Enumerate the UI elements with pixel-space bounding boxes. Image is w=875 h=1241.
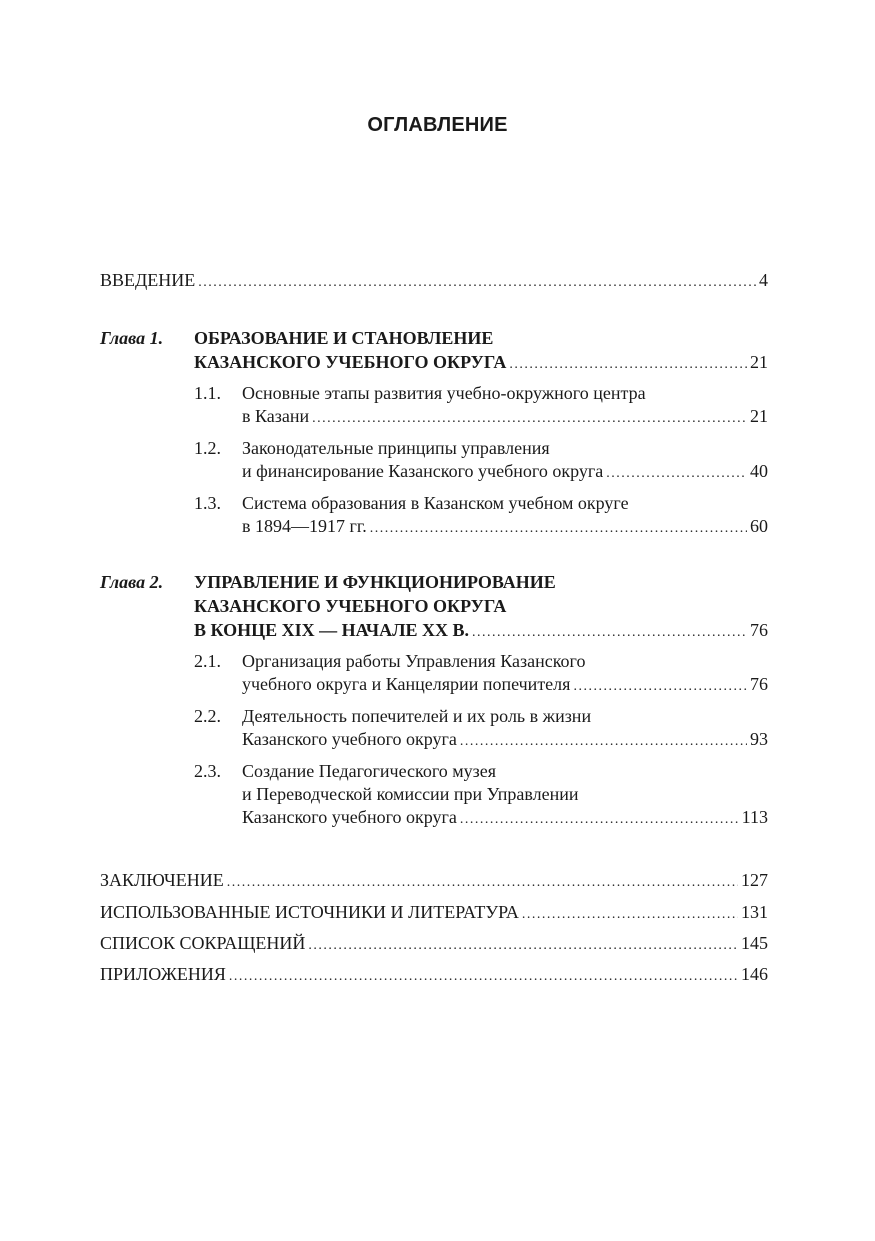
- chapter-label: Глава 1.: [100, 328, 164, 348]
- toc-entry-chapter-2[interactable]: [194, 618, 768, 642]
- section-number: 2.1.: [194, 651, 221, 671]
- section-title-line: Казанского учебного округа: [242, 729, 457, 749]
- chapter-title-line: КАЗАНСКОГО УЧЕБНОГО ОКРУГА: [194, 352, 507, 372]
- section-title-line: учебного округа и Канцелярии попечителя: [242, 674, 571, 694]
- toc-entry-section-2-2[interactable]: [242, 727, 768, 751]
- page-title: ОГЛАВЛЕНИЕ: [367, 114, 508, 136]
- toc-page-number: 127: [741, 870, 768, 890]
- toc-entry-section-1-3[interactable]: [242, 514, 768, 538]
- toc-entry-text: ИСПОЛЬЗОВАННЫЕ ИСТОЧНИКИ И ЛИТЕРАТУРА: [100, 902, 519, 922]
- dot-leader: [606, 462, 747, 486]
- section-number: 1.3.: [194, 493, 221, 513]
- dot-leader: [460, 730, 747, 754]
- toc-page-number: 131: [741, 902, 768, 922]
- toc-page-number: 21: [750, 406, 768, 426]
- toc-entry-conclusion[interactable]: [100, 868, 768, 892]
- toc-entry-section-2-3[interactable]: [242, 805, 768, 829]
- toc-page-number: 60: [750, 516, 768, 536]
- dot-leader: [312, 407, 747, 431]
- section-title-line[interactable]: Основные этапы развития учебно-окружного центра: [242, 383, 646, 403]
- dot-leader: [370, 517, 747, 541]
- section-title-line: и финансирование Казанского учебного округа: [242, 461, 604, 481]
- section-title-line[interactable]: Система образования в Казанском учебном округе: [242, 493, 629, 513]
- toc-page-number: 93: [750, 729, 768, 749]
- section-title-line[interactable]: Создание Педагогического музея: [242, 761, 497, 781]
- dot-leader: [198, 271, 756, 295]
- toc-page-number: 40: [750, 461, 768, 481]
- section-number: 1.2.: [194, 438, 221, 458]
- toc-page-number: 21: [750, 352, 768, 372]
- dot-leader: [522, 903, 738, 927]
- section-number: 1.1.: [194, 383, 221, 403]
- toc-entry-text: ЗАКЛЮЧЕНИЕ: [100, 870, 224, 890]
- toc-entry-section-1-1[interactable]: [242, 404, 768, 428]
- toc-entry-text: ВВЕДЕНИЕ: [100, 270, 196, 290]
- section-number: 2.3.: [194, 761, 221, 781]
- chapter-title-line[interactable]: УПРАВЛЕНИЕ И ФУНКЦИОНИРОВАНИЕ: [194, 572, 556, 592]
- toc-entry-section-1-2[interactable]: [242, 459, 768, 483]
- section-title-line: Казанского учебного округа: [242, 807, 457, 827]
- chapter-title-line[interactable]: ОБРАЗОВАНИЕ И СТАНОВЛЕНИЕ: [194, 328, 494, 348]
- toc-page-number: 76: [750, 674, 768, 694]
- chapter-label: Глава 2.: [100, 572, 164, 592]
- dot-leader: [227, 871, 738, 895]
- toc-entry-intro[interactable]: [100, 268, 768, 292]
- dot-leader: [509, 353, 747, 377]
- toc-entry-abbreviations[interactable]: [100, 931, 768, 955]
- section-title-line[interactable]: Деятельность попечителей и их роль в жизни: [242, 706, 592, 726]
- toc-entry-text: СПИСОК СОКРАЩЕНИЙ: [100, 933, 306, 953]
- dot-leader: [573, 675, 747, 699]
- chapter-title-line: В КОНЦЕ XIX — НАЧАЛЕ XX В.: [194, 620, 470, 640]
- dot-leader: [472, 621, 747, 645]
- toc-entry-text: ПРИЛОЖЕНИЯ: [100, 964, 226, 984]
- dot-leader: [460, 808, 739, 832]
- toc-entry-sources[interactable]: [100, 900, 768, 924]
- section-title-line: в Казани: [242, 406, 310, 426]
- toc-page-number: 146: [741, 964, 768, 984]
- dot-leader: [308, 934, 738, 958]
- section-title-line: в 1894—1917 гг.: [242, 516, 367, 536]
- section-title-line[interactable]: и Переводческой комиссии при Управлении: [242, 784, 579, 804]
- chapter-title-line[interactable]: КАЗАНСКОГО УЧЕБНОГО ОКРУГА: [194, 596, 507, 616]
- toc-entry-section-2-1[interactable]: [242, 672, 768, 696]
- section-number: 2.2.: [194, 706, 221, 726]
- toc-page-number: 113: [741, 807, 768, 827]
- section-title-line[interactable]: Организация работы Управления Казанского: [242, 651, 586, 671]
- toc-page-number: 4: [759, 270, 768, 290]
- toc-entry-appendices[interactable]: [100, 962, 768, 986]
- dot-leader: [229, 965, 738, 989]
- toc-entry-chapter-1[interactable]: [194, 350, 768, 374]
- toc-page-number: 145: [741, 933, 768, 953]
- toc-page-number: 76: [750, 620, 768, 640]
- section-title-line[interactable]: Законодательные принципы управления: [242, 438, 550, 458]
